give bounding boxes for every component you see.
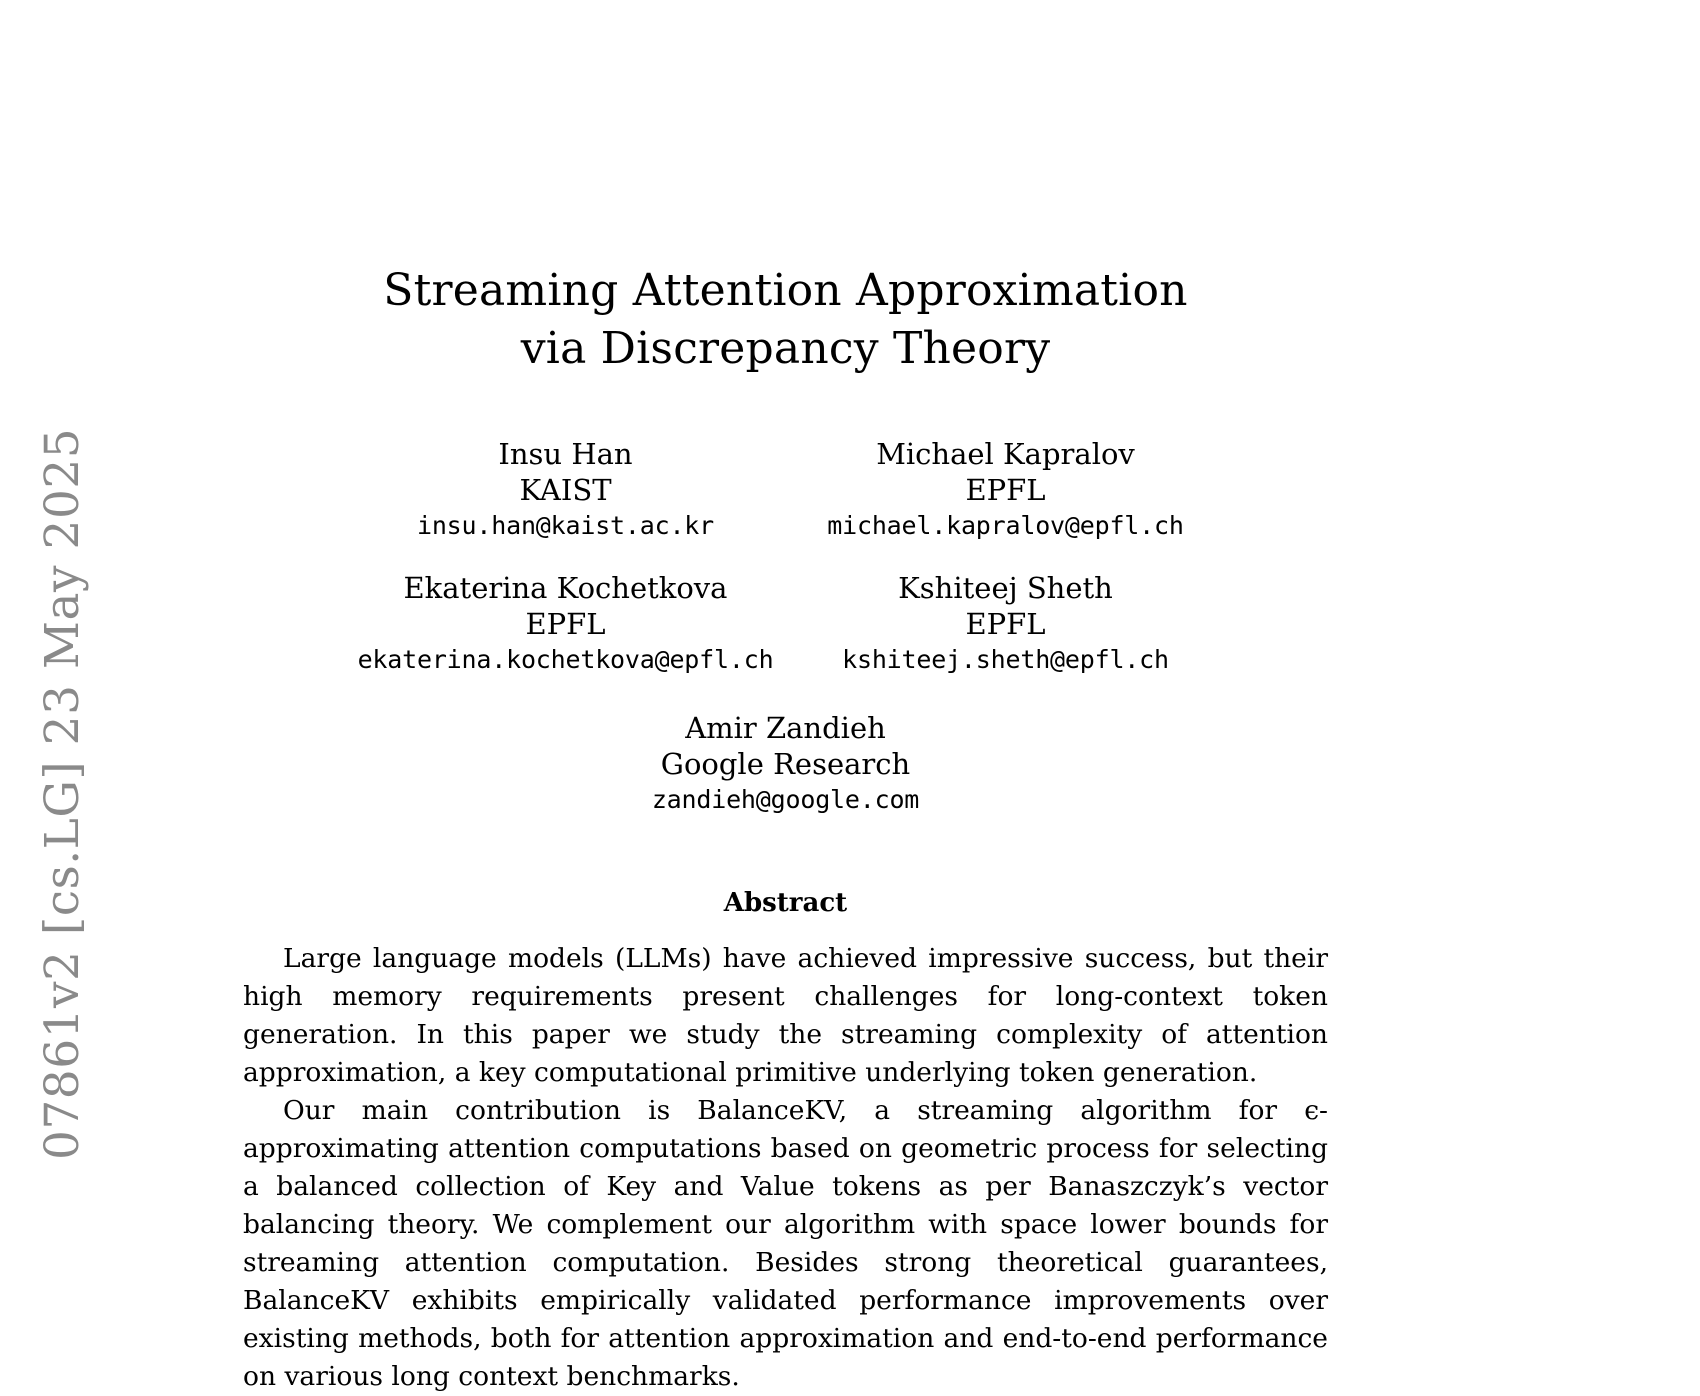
abstract-paragraph-2: Our main contribution is BalanceKV, a streaming algorithm for ϵ-approximating attention computations based on geometric process for selecting a balanced collection of Key and Value tokens as per Banaszczyk’s vector balancing theory. We complement our algorithm with space lower bounds for streaming attention computation. Besides strong theoretical guarantees, BalanceKV exhibits empirically validated performance improvements over existing methods, both for attention approximation and end-to-end performance on various long context benchmarks. [243, 1095, 1328, 1392]
title-line-2: via Discrepancy Theory [520, 323, 1051, 374]
author-email[interactable]: ekaterina.kochetkova@epfl.ch [357, 645, 774, 674]
abstract-heading: Abstract [723, 888, 848, 918]
author-email[interactable]: insu.han@kaist.ac.kr [416, 511, 715, 540]
author-ekaterina-kochetkova [346, 570, 786, 678]
author-email[interactable]: michael.kapralov@epfl.ch [827, 511, 1184, 540]
abstract-paragraph-1: Large language models (LLMs) have achieved impressive success, but their high memory requirements present challenges for long-context token generation. In this paper we study the streaming complexity of attention approximation, a key computational primitive underlying token generation. [243, 943, 1328, 1088]
author-email[interactable]: kshiteej.sheth@epfl.ch [842, 645, 1169, 674]
author-name: Insu Han [498, 437, 633, 471]
author-email[interactable]: zandieh@google.com [651, 785, 920, 814]
author-row-spacer [243, 544, 1328, 570]
author-row-2 [243, 570, 1328, 678]
author-name: Amir Zandieh [685, 711, 886, 745]
authors-block [243, 436, 1328, 818]
author-name: Ekaterina Kochetkova [403, 571, 728, 605]
author-affiliation: EPFL [965, 473, 1046, 507]
abstract-section [243, 888, 1328, 1396]
author-name: Michael Kapralov [876, 437, 1135, 471]
author-affiliation: KAIST [519, 473, 612, 507]
author-row-3 [243, 710, 1328, 818]
author-name: Kshiteej Sheth [898, 571, 1113, 605]
author-affiliation: Google Research [660, 747, 911, 781]
paper-content-column [243, 0, 1328, 1396]
author-affiliation: EPFL [965, 607, 1046, 641]
author-amir-zandieh [652, 710, 919, 818]
page-title [243, 262, 1328, 378]
author-michael-kapralov [786, 436, 1226, 544]
author-kshiteej-sheth [786, 570, 1226, 678]
title-line-1: Streaming Attention Approximation [383, 265, 1188, 316]
author-insu-han [346, 436, 786, 544]
arxiv-stamp-text: 07861v2 [cs.LG] 23 May 2025 [34, 427, 90, 1160]
author-affiliation: EPFL [525, 607, 606, 641]
author-row-1 [243, 436, 1328, 544]
